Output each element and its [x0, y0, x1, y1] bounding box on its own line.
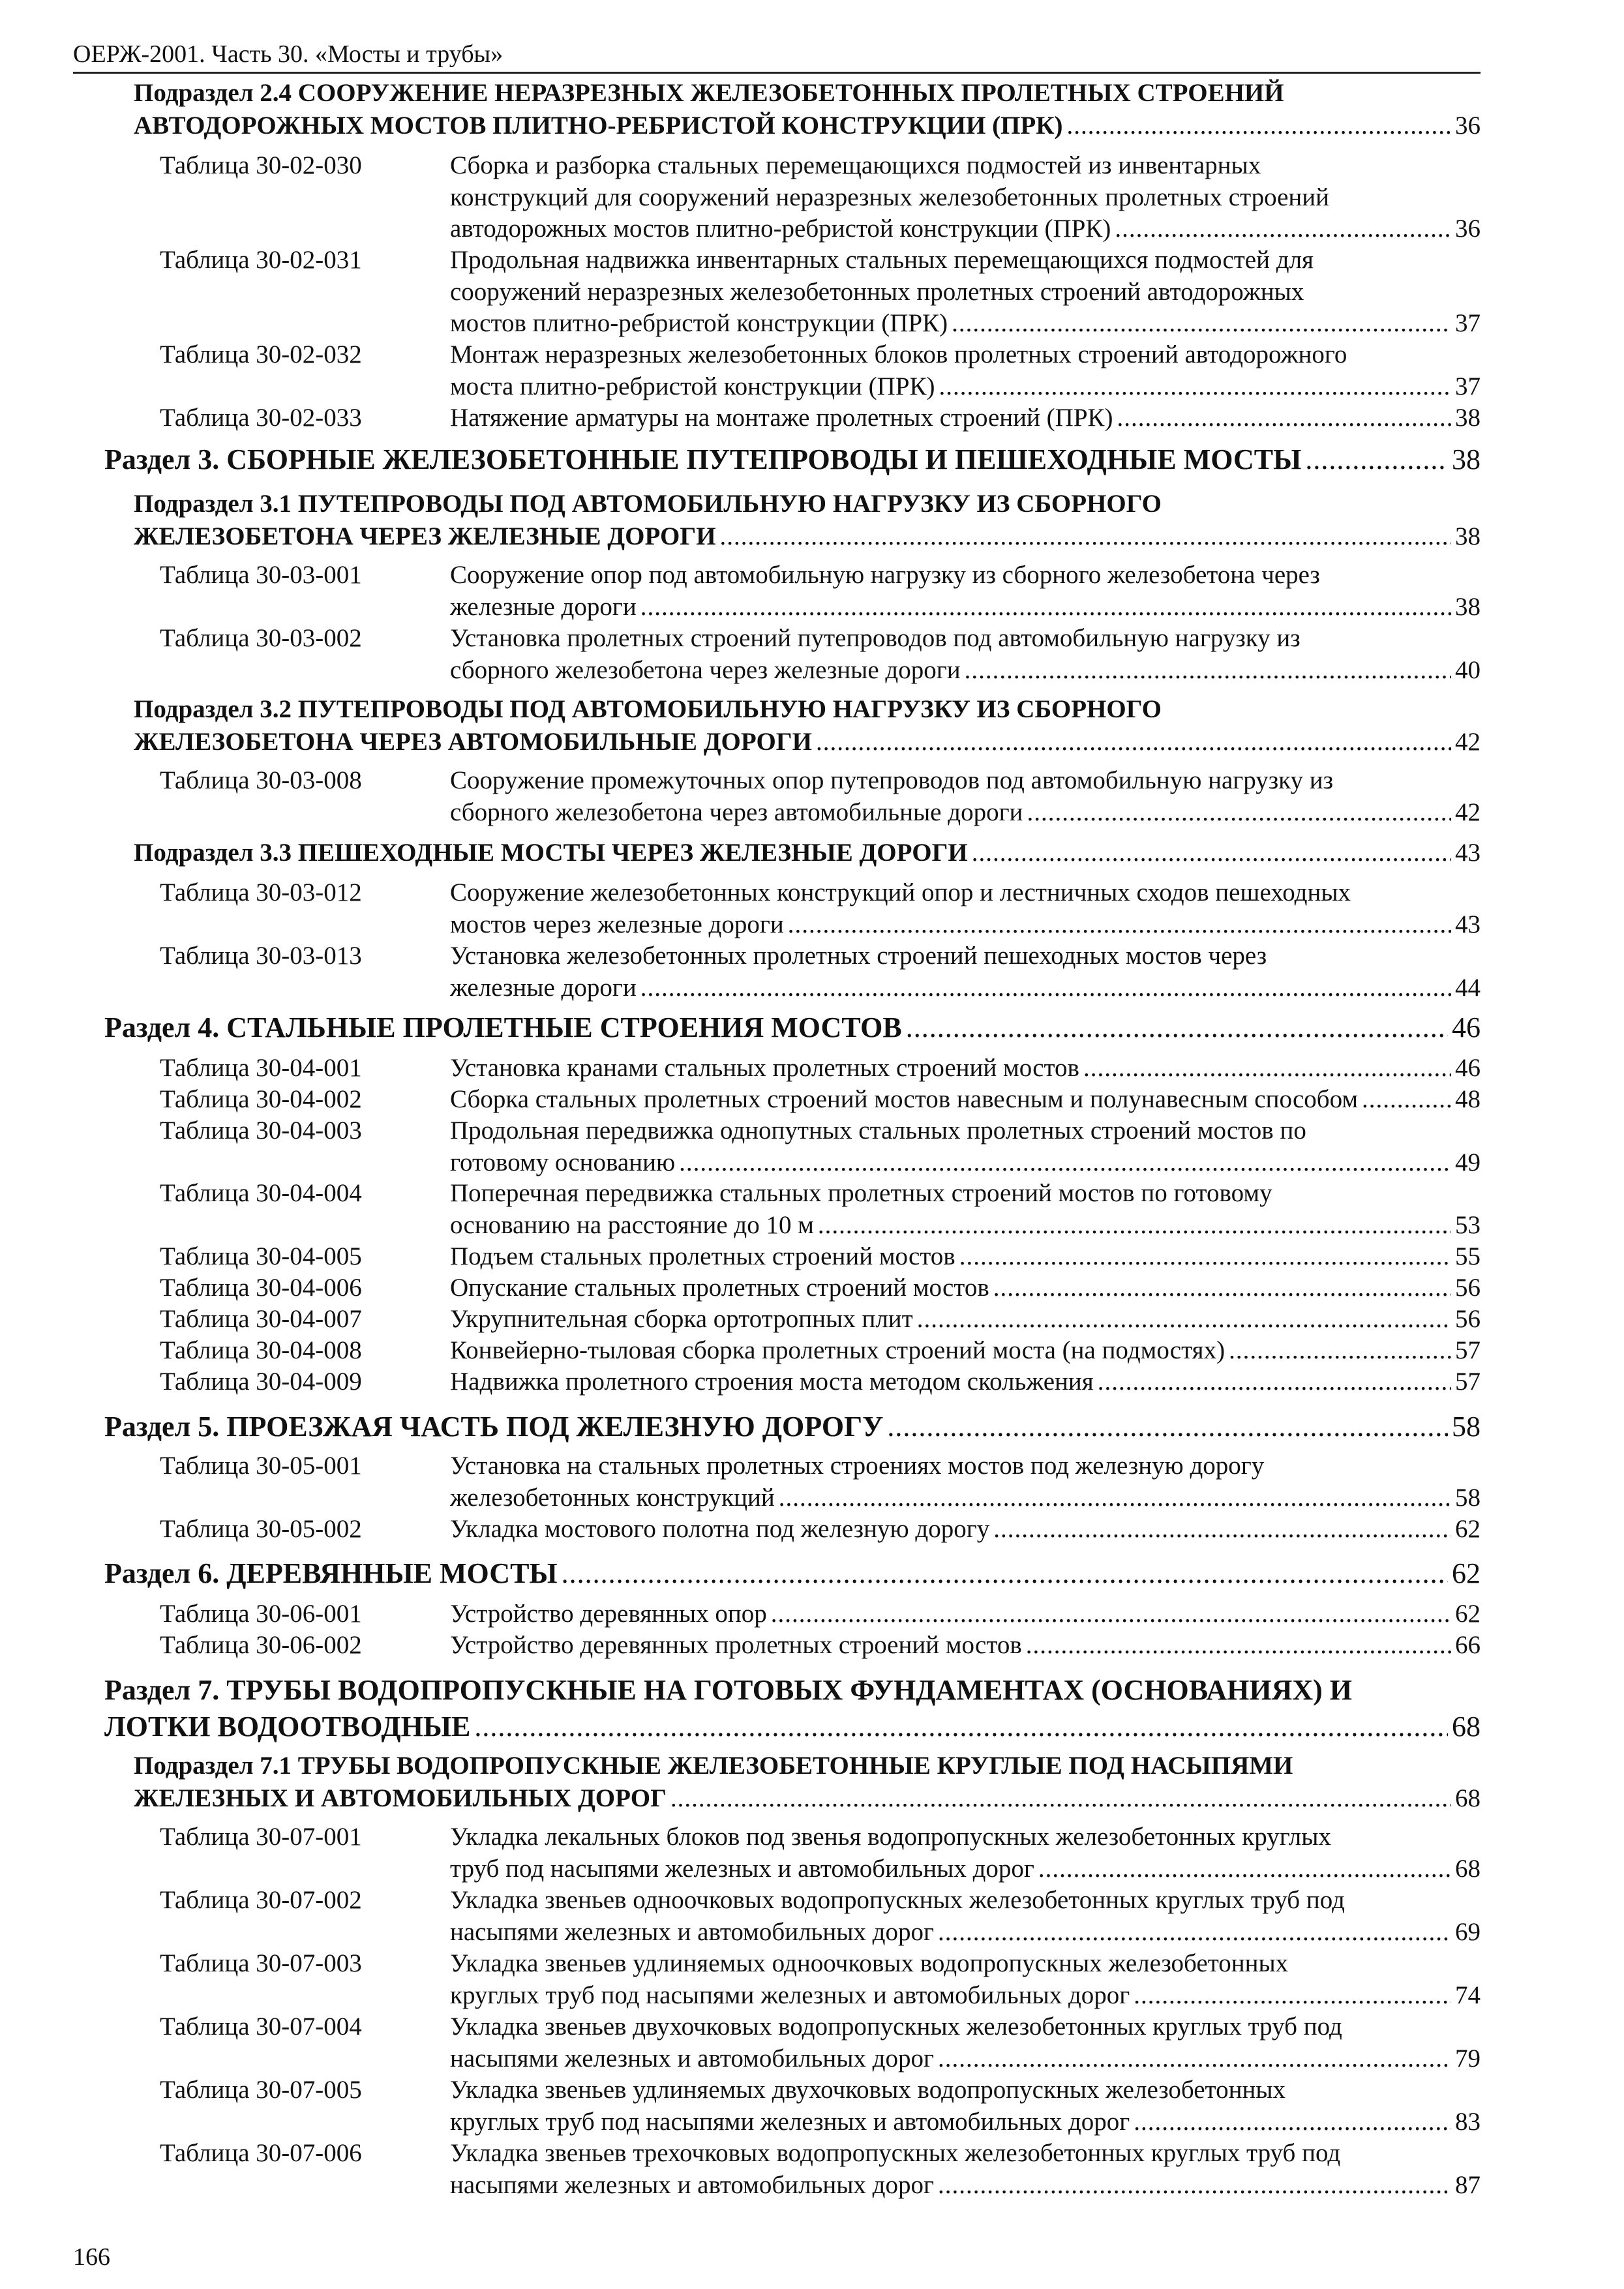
running-header: ОЕРЖ-2001. Часть 30. «Мосты и трубы» — [73, 38, 1481, 74]
toc-table-entry[interactable] — [160, 1272, 1481, 1304]
section-title-line: Раздел 5. ПРОЕЗЖАЯ ЧАСТЬ ПОД ЖЕЛЕЗНУЮ ДОРОГУ — [104, 1411, 884, 1443]
entry-title-line: железные дороги — [450, 973, 637, 1002]
dot-leader — [1134, 2106, 1451, 2138]
section-title-line: ЛОТКИ ВОДООТВОДНЫЕ — [104, 1711, 471, 1743]
table-number: Таблица 30-07-006 — [160, 2139, 362, 2167]
dot-leader — [562, 1555, 1448, 1592]
table-number: Таблица 30-05-001 — [160, 1452, 362, 1480]
toc-table-entry[interactable] — [160, 1241, 1481, 1273]
page-ref: 74 — [1455, 1981, 1481, 2009]
toc-table-entry[interactable] — [160, 1821, 1481, 1885]
dot-leader — [993, 1272, 1451, 1304]
toc-table-entry[interactable] — [160, 560, 1481, 623]
subsection-title-line: Подраздел 7.1 ТРУБЫ ВОДОПРОПУСКНЫЕ ЖЕЛЕЗОБЕТОННЫЕ КРУГЛЫЕ ПОД НАСЫПЯМИ — [134, 1752, 1293, 1780]
toc-table-entry[interactable] — [160, 2138, 1481, 2201]
dot-leader — [972, 837, 1451, 869]
toc-table-entry[interactable] — [160, 877, 1481, 940]
page-ref: 79 — [1455, 2044, 1481, 2072]
table-number: Таблица 30-02-030 — [160, 151, 362, 179]
page-ref: 38 — [1455, 522, 1481, 550]
table-number: Таблица 30-02-033 — [160, 404, 362, 432]
subsection-title-line: Подраздел 2.4 СООРУЖЕНИЕ НЕРАЗРЕЗНЫХ ЖЕЛЕЗОБЕТОННЫХ ПРОЛЕТНЫХ СТРОЕНИЙ — [134, 79, 1284, 107]
dot-leader — [917, 1304, 1451, 1336]
page-ref: 46 — [1452, 1011, 1481, 1043]
entry-title-line: труб под насыпями железных и автомобильных дорог — [450, 1854, 1034, 1883]
toc-table-entry[interactable] — [160, 1948, 1481, 2011]
table-number: Таблица 30-04-008 — [160, 1336, 362, 1364]
page-ref: 46 — [1455, 1054, 1481, 1082]
entry-title-line: Укладка звеньев одноочковых водопропускных железобетонных круглых труб под — [450, 1886, 1345, 1914]
entry-title-line: Устройство деревянных опор — [450, 1600, 767, 1628]
page-ref: 55 — [1455, 1242, 1481, 1270]
page-ref: 68 — [1455, 1784, 1481, 1812]
dot-leader — [1083, 1053, 1451, 1085]
dot-leader — [640, 591, 1451, 623]
section-title-line: Раздел 7. ТРУБЫ ВОДОПРОПУСКНЫЕ НА ГОТОВЫХ ФУНДАМЕНТАХ (ОСНОВАНИЯХ) И — [104, 1674, 1352, 1706]
dot-leader — [887, 1409, 1448, 1445]
page-ref: 87 — [1455, 2170, 1481, 2199]
table-number: Таблица 30-07-001 — [160, 1823, 362, 1851]
entry-title-line: железобетонных конструкций — [450, 1483, 775, 1512]
table-number: Таблица 30-07-002 — [160, 1886, 362, 1914]
table-number: Таблица 30-03-002 — [160, 624, 362, 652]
section-title-line: Раздел 3. СБОРНЫЕ ЖЕЛЕЗОБЕТОННЫЕ ПУТЕПРОВОДЫ И ПЕШЕХОДНЫЕ МОСТЫ — [104, 443, 1302, 475]
dot-leader — [1115, 213, 1451, 245]
table-number: Таблица 30-03-013 — [160, 942, 362, 970]
dot-leader — [670, 1782, 1451, 1815]
dot-leader — [939, 371, 1451, 403]
entry-title-line: насыпями железных и автомобильных дорог — [450, 1917, 934, 1946]
entry-title-line: конструкций для сооружений неразрезных железобетонных пролетных строений — [450, 183, 1330, 211]
entry-title-line: насыпями железных и автомобильных дорог — [450, 2170, 934, 2199]
table-number: Таблица 30-03-012 — [160, 878, 362, 906]
subsection-title-line: АВТОДОРОЖНЫХ МОСТОВ ПЛИТНО-РЕБРИСТОЙ КОНСТРУКЦИИ (ПРК) — [134, 112, 1063, 140]
toc-table-entry[interactable] — [160, 1630, 1481, 1662]
entry-title-line: Устройство деревянных пролетных строений мостов — [450, 1631, 1022, 1659]
entry-title-line: Укладка звеньев удлиняемых двухочковых водопропускных железобетонных — [450, 2076, 1286, 2104]
toc-subsection-3-1[interactable] — [134, 488, 1481, 553]
table-number: Таблица 30-07-003 — [160, 1949, 362, 1977]
entry-title-line: Поперечная передвижка стальных пролетных строений мостов по готовому — [450, 1179, 1272, 1207]
dot-leader — [1027, 797, 1451, 829]
entry-title-line: Конвейерно-тыловая сборка пролетных строений моста (на подмостях) — [450, 1336, 1226, 1364]
table-number: Таблица 30-07-004 — [160, 2012, 362, 2041]
dot-leader — [1117, 402, 1451, 434]
toc-section-7[interactable] — [104, 1672, 1481, 1745]
entry-title-line: Продольная передвижка однопутных стальных пролетных строений мостов по — [450, 1116, 1306, 1144]
entry-title-line: круглых труб под насыпями железных и автомобильных дорог — [450, 2107, 1130, 2136]
entry-title-line: Подъем стальных пролетных строений мостов — [450, 1242, 955, 1270]
toc-table-entry[interactable] — [160, 1084, 1481, 1116]
subsection-title-line: ЖЕЛЕЗОБЕТОНА ЧЕРЕЗ ЖЕЛЕЗНЫЕ ДОРОГИ — [134, 522, 716, 550]
page-ref: 56 — [1455, 1274, 1481, 1302]
page-ref: 37 — [1455, 309, 1481, 337]
table-number: Таблица 30-04-003 — [160, 1116, 362, 1144]
table-number: Таблица 30-04-001 — [160, 1054, 362, 1082]
table-number: Таблица 30-06-002 — [160, 1631, 362, 1659]
page-ref: 48 — [1455, 1085, 1481, 1113]
page-ref: 62 — [1452, 1557, 1481, 1589]
table-number: Таблица 30-04-009 — [160, 1368, 362, 1396]
page-ref: 38 — [1455, 404, 1481, 432]
table-number: Таблица 30-04-005 — [160, 1242, 362, 1270]
page-ref: 38 — [1455, 592, 1481, 621]
page-ref: 37 — [1455, 372, 1481, 400]
entry-title-line: Установка кранами стальных пролетных строений мостов — [450, 1054, 1079, 1082]
entry-title-line: Укладка звеньев двухочковых водопропускных железобетонных круглых труб под — [450, 2012, 1342, 2041]
dot-leader — [952, 308, 1451, 340]
entry-title-line: автодорожных мостов плитно-ребристой конструкции (ПРК) — [450, 215, 1111, 243]
page-ref: 42 — [1455, 798, 1481, 826]
page-ref: 66 — [1455, 1631, 1481, 1659]
entry-title-line: сборного железобетона через железные дороги — [450, 655, 961, 684]
table-number: Таблица 30-04-007 — [160, 1305, 362, 1333]
entry-title-line: Укладка звеньев трехочковых водопропускных железобетонных круглых труб под — [450, 2139, 1341, 2167]
entry-title-line: сооружений неразрезных железобетонных пролетных строений автодорожных — [450, 277, 1304, 306]
section-title-line: Раздел 4. СТАЛЬНЫЕ ПРОЛЕТНЫЕ СТРОЕНИЯ МОСТОВ — [104, 1011, 902, 1043]
page-number: 166 — [73, 2243, 110, 2271]
dot-leader — [788, 909, 1451, 941]
entry-title-line: Натяжение арматуры на монтаже пролетных строений (ПРК) — [450, 404, 1113, 432]
dot-leader — [1026, 1630, 1451, 1662]
toc-table-entry[interactable] — [160, 940, 1481, 1004]
subsection-title-line: Подраздел 3.2 ПУТЕПРОВОДЫ ПОД АВТОМОБИЛЬНУЮ НАГРУЗКУ ИЗ СБОРНОГО — [134, 695, 1162, 723]
table-number: Таблица 30-02-032 — [160, 340, 362, 368]
toc-table-entry[interactable] — [160, 1450, 1481, 1514]
toc-section-3[interactable] — [104, 441, 1481, 478]
entry-title-line: сборного железобетона через автомобильные дороги — [450, 798, 1023, 826]
page-ref: 56 — [1455, 1305, 1481, 1333]
entry-title-line: Укрупнительная сборка ортотропных плит — [450, 1305, 913, 1333]
page-ref: 57 — [1455, 1336, 1481, 1364]
page-ref: 42 — [1455, 728, 1481, 756]
toc-subsection-3-2[interactable] — [134, 693, 1481, 758]
toc-subsection-7-1[interactable] — [134, 1750, 1481, 1815]
page-ref: 36 — [1455, 215, 1481, 243]
entry-title-line: моста плитно-ребристой конструкции (ПРК) — [450, 372, 935, 400]
dot-leader — [959, 1241, 1451, 1273]
entry-title-line: Продольная надвижка инвентарных стальных перемещающихся подмостей для — [450, 246, 1314, 274]
entry-title-line: готовому основанию — [450, 1148, 676, 1176]
dot-leader — [938, 2170, 1451, 2202]
page-ref: 58 — [1452, 1411, 1481, 1443]
table-number: Таблица 30-04-006 — [160, 1274, 362, 1302]
dot-leader — [818, 1210, 1451, 1242]
dot-leader — [1229, 1335, 1451, 1367]
toc-subsection-3-3[interactable] — [134, 837, 1481, 869]
subsection-title-line: ЖЕЛЕЗОБЕТОНА ЧЕРЕЗ АВТОМОБИЛЬНЫЕ ДОРОГИ — [134, 728, 812, 756]
section-title-line: Раздел 6. ДЕРЕВЯННЫЕ МОСТЫ — [104, 1557, 558, 1589]
page-ref: 44 — [1455, 973, 1481, 1002]
entry-title-line: Опускание стальных пролетных строений мостов — [450, 1274, 989, 1302]
entry-title-line: круглых труб под насыпями железных и автомобильных дорог — [450, 1981, 1130, 2009]
toc-table-entry[interactable] — [160, 623, 1481, 686]
toc-table-entry[interactable] — [160, 150, 1481, 245]
table-number: Таблица 30-02-031 — [160, 246, 362, 274]
subsection-title-line: ЖЕЛЕЗНЫХ И АВТОМОБИЛЬНЫХ ДОРОГ — [134, 1784, 667, 1812]
dot-leader — [771, 1598, 1451, 1630]
toc-table-entry[interactable] — [160, 2074, 1481, 2138]
page-ref: 58 — [1455, 1483, 1481, 1512]
page-ref: 40 — [1455, 655, 1481, 684]
dot-leader — [779, 1482, 1451, 1514]
dot-leader — [640, 972, 1451, 1004]
page-ref: 68 — [1452, 1711, 1481, 1743]
entry-title-line: Укладка звеньев удлиняемых одноочковых водопропускных железобетонных — [450, 1949, 1289, 1977]
toc-table-entry[interactable] — [160, 1885, 1481, 1948]
subsection-title-line: Подраздел 3.1 ПУТЕПРОВОДЫ ПОД АВТОМОБИЛЬНУЮ НАГРУЗКУ ИЗ СБОРНОГО — [134, 490, 1162, 518]
page-ref: 36 — [1455, 112, 1481, 140]
subsection-title-line: Подраздел 3.3 ПЕШЕХОДНЫЕ МОСТЫ ЧЕРЕЗ ЖЕЛЕЗНЫЕ ДОРОГИ — [134, 839, 968, 867]
page-ref: 38 — [1452, 443, 1481, 475]
dot-leader — [1362, 1084, 1451, 1116]
page-ref: 83 — [1455, 2107, 1481, 2136]
table-number: Таблица 30-07-005 — [160, 2076, 362, 2104]
table-number: Таблица 30-04-004 — [160, 1179, 362, 1207]
entry-title-line: основанию на расстояние до 10 м — [450, 1210, 814, 1239]
toc-subsection-2-4[interactable] — [134, 77, 1481, 142]
entry-title-line: Сборка и разборка стальных перемещающихся подмостей из инвентарных — [450, 151, 1261, 179]
page-ref: 43 — [1455, 839, 1481, 867]
entry-title-line: насыпями железных и автомобильных дорог — [450, 2044, 934, 2072]
page-ref: 62 — [1455, 1515, 1481, 1543]
toc-table-entry[interactable] — [160, 2011, 1481, 2074]
toc-table-entry[interactable] — [160, 402, 1481, 434]
toc-table-entry[interactable] — [160, 1335, 1481, 1367]
toc-table-entry[interactable] — [160, 1514, 1481, 1546]
table-number: Таблица 30-06-001 — [160, 1600, 362, 1628]
toc-table-entry[interactable] — [160, 1304, 1481, 1336]
toc-table-entry[interactable] — [160, 1115, 1481, 1178]
table-number: Таблица 30-04-002 — [160, 1085, 362, 1113]
dot-leader — [474, 1709, 1448, 1745]
entry-title-line: Сборка стальных пролетных строений мостов навесным и полунавесным способом — [450, 1085, 1359, 1113]
page-ref: 68 — [1455, 1854, 1481, 1883]
dot-leader — [679, 1147, 1451, 1179]
dot-leader — [1067, 110, 1451, 142]
dot-leader — [720, 520, 1451, 553]
page-ref: 49 — [1455, 1148, 1481, 1176]
entry-title-line: Сооружение опор под автомобильную нагрузку из сборного железобетона через — [450, 561, 1320, 589]
entry-title-line: Установка пролетных строений путепроводов под автомобильную нагрузку из — [450, 624, 1301, 652]
dot-leader — [1134, 1980, 1451, 2012]
entry-title-line: Надвижка пролетного строения моста методом скольжения — [450, 1368, 1094, 1396]
toc-table-entry[interactable] — [160, 1598, 1481, 1630]
dot-leader — [938, 1917, 1451, 1949]
entry-title-line: Укладка лекальных блоков под звенья водопропускных железобетонных круглых — [450, 1823, 1331, 1851]
toc-section-5[interactable] — [104, 1409, 1481, 1445]
toc-table-entry[interactable] — [160, 1366, 1481, 1398]
entry-title-line: Установка на стальных пролетных строениях мостов под железную дорогу — [450, 1452, 1265, 1480]
entry-title-line: мостов плитно-ребристой конструкции (ПРК) — [450, 309, 948, 337]
entry-title-line: Установка железобетонных пролетных строений пешеходных мостов через — [450, 942, 1267, 970]
page-ref: 53 — [1455, 1210, 1481, 1239]
dot-leader — [816, 726, 1451, 758]
entry-title-line: Монтаж неразрезных железобетонных блоков пролетных строений автодорожного — [450, 340, 1347, 368]
page-ref: 57 — [1455, 1368, 1481, 1396]
dot-leader — [938, 2043, 1451, 2075]
toc-table-entry[interactable] — [160, 245, 1481, 340]
table-number: Таблица 30-03-008 — [160, 766, 362, 794]
entry-title-line: Сооружение железобетонных конструкций опор и лестничных сходов пешеходных — [450, 878, 1351, 906]
entry-title-line: железные дороги — [450, 592, 637, 621]
toc-table-entry[interactable] — [160, 765, 1481, 828]
dot-leader — [1305, 441, 1448, 478]
toc-table-entry[interactable] — [160, 1178, 1481, 1241]
entry-title-line: мостов через железные дороги — [450, 910, 784, 938]
entry-title-line: Сооружение промежуточных опор путепроводов под автомобильную нагрузку из — [450, 766, 1334, 794]
toc-table-entry[interactable] — [160, 339, 1481, 402]
dot-leader — [965, 655, 1451, 687]
page-ref: 62 — [1455, 1600, 1481, 1628]
dot-leader — [1098, 1366, 1451, 1398]
table-number: Таблица 30-03-001 — [160, 561, 362, 589]
toc-table-entry[interactable] — [160, 1053, 1481, 1085]
toc-section-6[interactable] — [104, 1555, 1481, 1592]
page-ref: 43 — [1455, 910, 1481, 938]
dot-leader — [906, 1010, 1448, 1046]
page-ref: 69 — [1455, 1917, 1481, 1946]
toc-section-4[interactable] — [104, 1010, 1481, 1046]
entry-title-line: Укладка мостового полотна под железную дорогу — [450, 1515, 990, 1543]
dot-leader — [1038, 1853, 1451, 1885]
dot-leader — [993, 1514, 1451, 1546]
table-number: Таблица 30-05-002 — [160, 1515, 362, 1543]
